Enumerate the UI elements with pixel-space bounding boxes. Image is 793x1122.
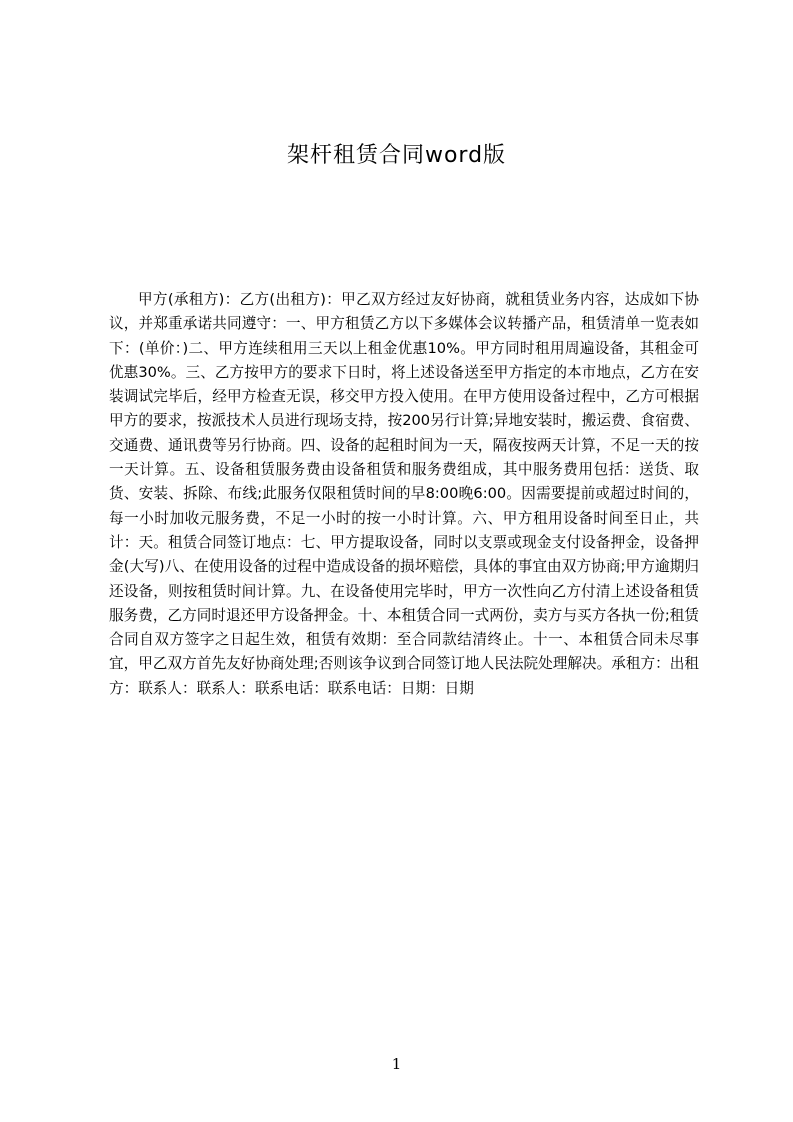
- page-number: 1: [391, 1055, 402, 1073]
- document-title: 架杆租赁合同word版: [286, 143, 507, 168]
- contract-body-text: 甲方(承租方)：乙方(出租方)：甲乙双方经过友好协商，就租赁业务内容，达成如下协议，并郑重承诺共同遵守：一、甲方租赁乙方以下多媒体会议转播产品，租赁清单一览表如下：(单价：)二、甲方连续租用三天以上租金优惠10%。甲方同时租用周遍设备，其租金可优惠30%。三、乙方按甲方的要求下日时，将上述设备送至甲方指定的本市地点，乙方在安装调试完毕后，经甲方检查无误，移交甲方投入使用。在甲方使用设备过程中，乙方可根据甲方的要求，按派技术人员进行现场支持，按200另行计算;异地安装时，搬运费、食宿费、交通费、通讯费等另行协商。四、设备的起租时间为一天，隔夜按两天计算，不足一天的按一天计算。五、设备租赁服务费由设备租赁和服务费组成，其中服务费用包括：送货、取货、安装、拆除、布线;此服务仅限租赁时间的早8:00晚6:00。因需要提前或超过时间的，每一小时加收元服务费，不足一小时的按一小时计算。六、甲方租用设备时间至日止，共计：天。租赁合同签订地点：七、甲方提取设备，同时以支票或现金支付设备押金，设备押金(大写)八、在使用设备的过程中造成设备的损坏赔偿，具体的事宜由双方协商;甲方逾期归还设备，则按租赁时间计算。九、在设备使用完毕时，甲方一次性向乙方付清上述设备租赁服务费，乙方同时退还甲方设备押金。十、本租赁合同一式两份，卖方与买方各执一份;租赁合同自双方签字之日起生效，租赁有效期：至合同款结清终止。十一、本租赁合同未尽事宜，甲乙双方首先友好协商处理;否则该争议到合同签订地人民法院处理解决。承租方：出租方：联系人：联系人：联系电话：联系电话：日期：日期: [109, 291, 699, 697]
